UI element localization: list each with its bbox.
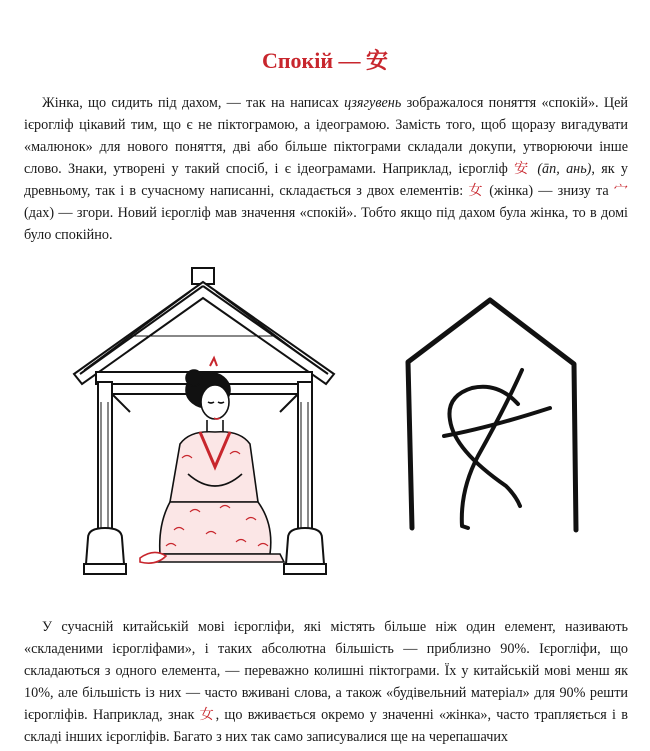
page-title (0, 44, 650, 75)
p1-text-5: (дах) — згори. Новий ієрогліф мав значення «спокій». Тобто якщо під дахом була жінка, то в домі було спокійно. (24, 205, 628, 243)
glyph-stroke-diagonal (462, 370, 522, 528)
p2-text-2: , що вживається окремо у значенні «жінка», часто трапляється і в складі інших ієрогліфів. Багато з них так само записувалися ще на черепашачих (24, 707, 628, 745)
paragraph-2 (24, 616, 628, 748)
p2-char-nu: 女 (199, 707, 216, 723)
ancient-an-character-glyph (398, 296, 584, 536)
ancient-glyph-svg (398, 296, 584, 536)
woman-under-roof-illustration (70, 262, 338, 592)
woman-illustration-svg (70, 262, 338, 592)
p2-text-1: У сучасній китайській мові ієрогліфи, які містять більше ніж один елемент, називають «складеними ієрогліфами», і таких абсолютна більшість — приблизно 90%. Ієрогліфи, що складаються з одного елемента, — переважно колишні піктограми. Їх у китайській мові менш як 10%, але більшість із них — часто вживані слова, а також «будівельний матеріал» для 90% решти ієрогліфів. Наприклад, знак (24, 619, 628, 723)
p1-text-4: (жінка) — знизу та (484, 183, 614, 199)
glyph-roof-stroke (408, 300, 576, 530)
p1-text-2: зображалося поняття «спокій». Цей ієрогліф цікавий тим, що є не піктограмою, а ідеограмою. Замість того, щоб щоразу вигадувати «малюнок» для нового поняття, дві або більше піктограми складали докупи, утворюючи інше слово. Знаки, утворені у такий спосіб, і є ідеограмами. Наприклад, ієрогліф (24, 95, 629, 177)
p1-pinyin: (ān, ань) (531, 161, 592, 177)
p1-char-roof: 宀 (613, 183, 628, 199)
title-char: 安 (366, 48, 389, 73)
glyph-stroke-horizontal (444, 408, 550, 436)
p1-char-an: 安 (514, 161, 532, 177)
p1-text-1: Жінка, що сидить під дахом, — так на написах (42, 95, 345, 111)
p1-char-nu: 女 (468, 183, 485, 199)
paragraph-1 (24, 92, 628, 246)
title-text: Спокій — (261, 48, 366, 73)
p1-term-jiaguwen: цзягувень (344, 95, 402, 111)
p1-text-3: , як у древньому, так і в сучасному написанні, складається з двох елементів: (24, 161, 628, 199)
